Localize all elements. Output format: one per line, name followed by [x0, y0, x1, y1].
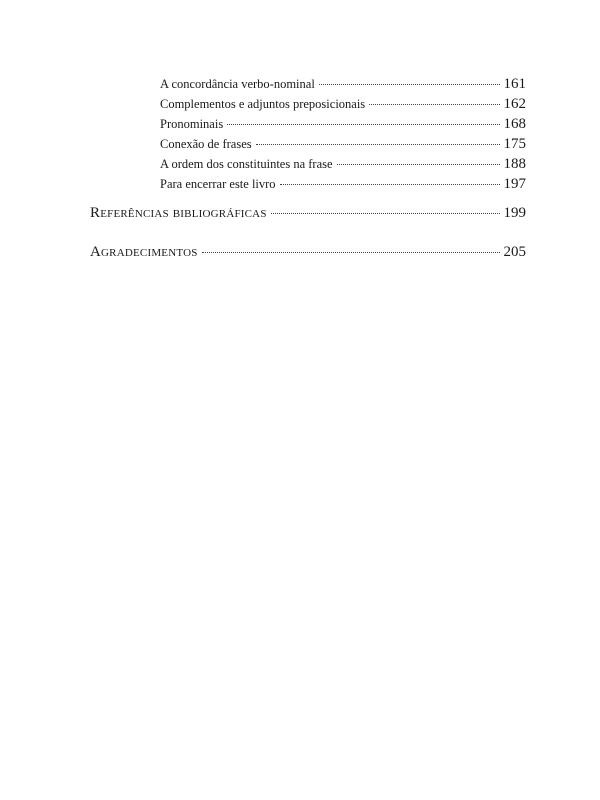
toc-chapter-entry: [90, 205, 526, 222]
toc-chapter-entry: [90, 244, 526, 261]
toc-entry-title: Pronominais: [160, 117, 224, 131]
toc-entry: [160, 96, 526, 113]
dot-leader: [280, 184, 500, 185]
toc-entry: [160, 156, 526, 173]
toc-entry-page: 188: [503, 156, 526, 172]
toc-entry-title: Conexão de frases: [160, 137, 252, 151]
toc-entry: [160, 76, 526, 93]
toc-entry: [160, 136, 526, 153]
toc-entry-title: A concordância verbo-nominal: [160, 77, 315, 91]
dot-leader: [319, 84, 500, 85]
dot-leader: [227, 124, 499, 125]
dot-leader: [369, 104, 499, 105]
toc-entry-title: Complementos e adjuntos preposicionais: [160, 97, 366, 111]
dot-leader: [202, 252, 500, 253]
toc-entry: [160, 176, 526, 193]
toc-entry-page: 168: [503, 116, 526, 132]
toc-entry-title: A ordem dos constituintes na frase: [160, 157, 333, 171]
toc-chapter-title: Agradecimentos: [90, 244, 198, 260]
toc-entry-title: Para encerrar este livro: [160, 177, 276, 191]
toc-chapter-title: Referências bibliográficas: [90, 205, 267, 221]
dot-leader: [337, 164, 500, 165]
dot-leader: [256, 144, 500, 145]
toc-entry-page: 162: [503, 96, 526, 112]
toc-entry-page: 161: [503, 76, 526, 92]
toc-chapter-page: 199: [503, 205, 526, 221]
toc-chapter-page: 205: [503, 244, 526, 260]
toc-entry: [160, 116, 526, 133]
dot-leader: [271, 213, 500, 214]
toc-entry-page: 197: [503, 176, 526, 192]
toc-entry-page: 175: [503, 136, 526, 152]
